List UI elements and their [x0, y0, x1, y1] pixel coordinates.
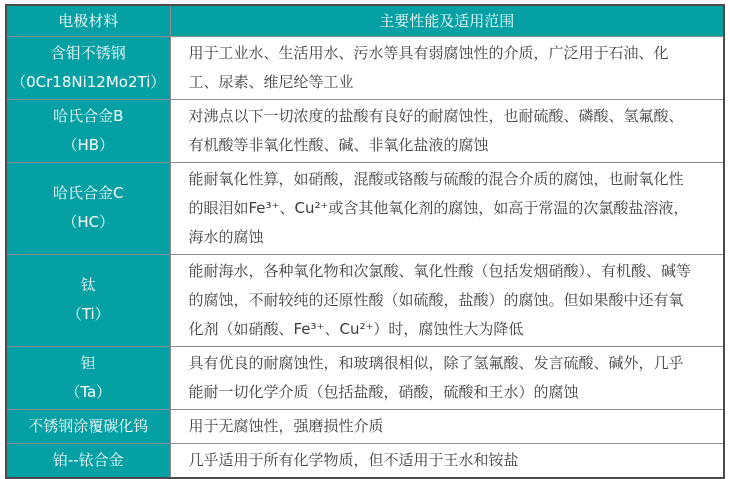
table-row — [6, 409, 724, 443]
material-name: 不锈钢涂覆碳化钨 — [28, 416, 149, 435]
material-cell — [6, 162, 170, 254]
material-code: （Ti） — [66, 305, 110, 323]
description-cell: 几乎适用于所有化学物质，但不适用于王水和铵盐 — [170, 443, 724, 478]
material-cell — [6, 443, 170, 478]
description-cell: 对沸点以下一切浓度的盐酸有良好的耐腐蚀性，也耐硫酸、磷酸、氢氟酸、有机酸等非氧化性酸、碱、非氧化盐液的腐蚀 — [170, 99, 724, 162]
table-row — [6, 162, 724, 254]
material-code: （Ta） — [65, 382, 112, 401]
material-cell — [6, 36, 170, 99]
material-code: （0Cr18Ni12Mo2Ti） — [11, 72, 166, 91]
table-row — [6, 99, 724, 162]
table-row — [6, 36, 724, 99]
material-cell — [6, 99, 170, 162]
material-name: 含钼不锈钢 — [50, 43, 126, 62]
column-header-performance: 主要性能及适用范围 — [170, 5, 724, 36]
table-row — [6, 346, 724, 409]
electrode-material-table — [5, 4, 725, 479]
material-code: （HC） — [62, 213, 115, 231]
table-row — [6, 443, 724, 478]
material-cell — [6, 254, 170, 346]
description-cell: 具有优良的耐腐蚀性，和玻璃很相似，除了氢氟酸、发言硫酸、碱外，几乎能耐一切化学介质（包括盐酸，硝酸，硫酸和王水）的腐蚀 — [170, 346, 724, 409]
material-name: 钛 — [80, 276, 96, 294]
description-cell: 用于无腐蚀性，强磨损性介质 — [170, 409, 724, 443]
material-name: 哈氏合金B — [53, 106, 124, 125]
material-name: 哈氏合金C — [53, 184, 124, 202]
material-cell — [6, 409, 170, 443]
material-name: 钽 — [80, 353, 96, 372]
column-header-material: 电极材料 — [6, 5, 170, 36]
description-cell: 用于工业水、生活用水、污水等具有弱腐蚀性的介质，广泛用于石油、化工、尿素、维尼纶等工业 — [170, 36, 724, 99]
description-cell: 能耐海水，各种氧化物和次氯酸、氧化性酸（包括发烟硝酸）、有机酸、碱等的腐蚀，不耐较纯的还原性酸（如硫酸，盐酸）的腐蚀。但如果酸中还有氧化剂（如硝酸、Fe³⁺、Cu²⁺）时，腐蚀性大为降低 — [170, 254, 724, 346]
table-row — [6, 254, 724, 346]
description-cell: 能耐氧化性算，如硝酸，混酸或铬酸与硫酸的混合介质的腐蚀，也耐氧化性的眼泪如Fe³⁺、Cu²⁺或含其他氧化剂的腐蚀，如高于常温的次氯酸盐溶液，海水的腐蚀 — [170, 162, 724, 254]
table-header-row — [6, 5, 724, 36]
material-cell — [6, 346, 170, 409]
material-name: 铂--铱合金 — [52, 450, 124, 469]
material-code: （HB） — [62, 135, 115, 154]
